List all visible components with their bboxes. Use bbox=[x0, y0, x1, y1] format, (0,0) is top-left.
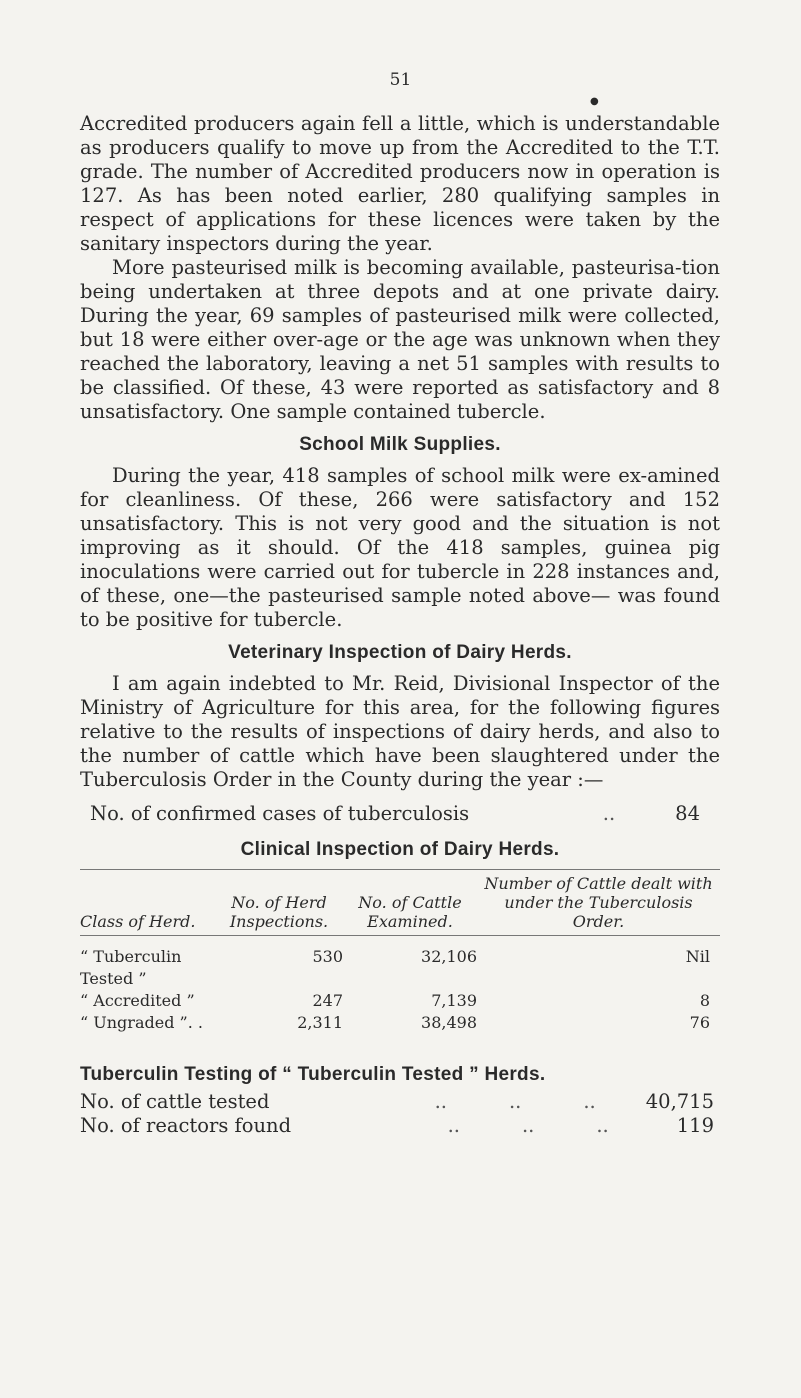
leader-dots: .. .. .. bbox=[447, 1114, 609, 1137]
document-body bbox=[80, 112, 720, 1138]
table-row bbox=[80, 1012, 720, 1034]
cell-class: “ Tuberculin Tested ” bbox=[80, 947, 182, 988]
clinical-inspection-table bbox=[80, 869, 720, 1034]
header-cattle-dealt: Number of Cattle dealt with under the Tuberculosis Order. bbox=[484, 874, 713, 931]
cell-inspections: 2,311 bbox=[297, 1013, 343, 1032]
cell-class: “ Ungraded ”. . bbox=[80, 1013, 203, 1032]
table-body bbox=[80, 936, 720, 1034]
cell-inspections: 530 bbox=[312, 947, 343, 966]
header-cattle-examined: No. of Cattle Examined. bbox=[358, 893, 462, 931]
cell-inspections: 247 bbox=[312, 991, 343, 1010]
table-header-row bbox=[80, 870, 720, 935]
cattle-tested-line bbox=[80, 1090, 720, 1114]
cell-examined: 38,498 bbox=[421, 1013, 477, 1032]
header-class-of-herd: Class of Herd. bbox=[80, 912, 196, 931]
page-number: 51 bbox=[389, 70, 412, 90]
heading-school-milk: School Milk Supplies. bbox=[299, 434, 501, 455]
cell-examined: 32,106 bbox=[421, 947, 477, 966]
tuberculin-testing-section bbox=[80, 1064, 720, 1138]
heading-clinical-inspection: Clinical Inspection of Dairy Herds. bbox=[240, 839, 560, 860]
cell-dealt: Nil bbox=[685, 947, 710, 966]
confirmed-cases-label: No. of confirmed cases of tuberculosis bbox=[90, 802, 470, 825]
table-row bbox=[80, 946, 720, 990]
heading-tuberculin-testing: Tuberculin Testing of “ Tuberculin Tested ” Herds. bbox=[80, 1064, 546, 1085]
cell-dealt: 76 bbox=[689, 1013, 710, 1032]
paragraph-pasteurised: More pasteurised milk is becoming available, pasteurisa-tion being undertaken at three depots and at one private dairy. During the year, 69 samples of pasteurised milk were collected, but 18 were either over-age or the age was unknown when they reached the laboratory, leaving a net 51 samples with results to be classified. Of these, 43 were reported as satisfactory and 8 unsatisfactory. One sample contained tubercle. bbox=[80, 256, 720, 423]
reactors-found-line bbox=[80, 1114, 720, 1138]
confirmed-cases-value: 84 bbox=[675, 802, 700, 825]
leader-dots: .. bbox=[602, 802, 616, 825]
header-herd-inspections: No. of Herd Inspections. bbox=[229, 893, 329, 931]
cell-examined: 7,139 bbox=[431, 991, 477, 1010]
paragraph-accredited: Accredited producers again fell a little, which is understandable as producers qualify to move up from the Accredited to the T.T. grade. The number of Accredited producers now in operation is 127. As has been noted earlier, 280 qualifying samples in respect of applications for these licences were taken by the sanitary inspectors during the year. bbox=[80, 112, 720, 255]
speck-mark: ● bbox=[590, 96, 599, 107]
cattle-tested-label: No. of cattle tested bbox=[80, 1090, 270, 1113]
table-row bbox=[80, 990, 720, 1012]
confirmed-cases-line bbox=[90, 802, 720, 825]
reactors-found-label: No. of reactors found bbox=[80, 1114, 292, 1137]
reactors-found-value: 119 bbox=[676, 1114, 714, 1137]
leader-dots: .. .. .. bbox=[434, 1090, 596, 1113]
cell-class: “ Accredited ” bbox=[80, 991, 195, 1010]
cell-dealt: 8 bbox=[699, 991, 710, 1010]
cattle-tested-value: 40,715 bbox=[645, 1090, 714, 1113]
paragraph-veterinary: I am again indebted to Mr. Reid, Divisional Inspector of the Ministry of Agriculture for this area, for the following figures relative to the results of inspections of dairy herds, and also to the number of cattle which have been slaughtered under the Tuberculosis Order in the County during the year :— bbox=[80, 672, 720, 791]
paragraph-school-milk: During the year, 418 samples of school milk were ex-amined for cleanliness. Of these, 266 were satisfactory and 152 unsatisfactory. This is not very good and the situation is not improving as it should. Of the 418 samples, guinea pig inoculations were carried out for tubercle in 228 instances and, of these, one—the pasteurised sample noted above— was found to be positive for tubercle. bbox=[80, 464, 720, 631]
heading-veterinary-inspection: Veterinary Inspection of Dairy Herds. bbox=[228, 642, 572, 663]
